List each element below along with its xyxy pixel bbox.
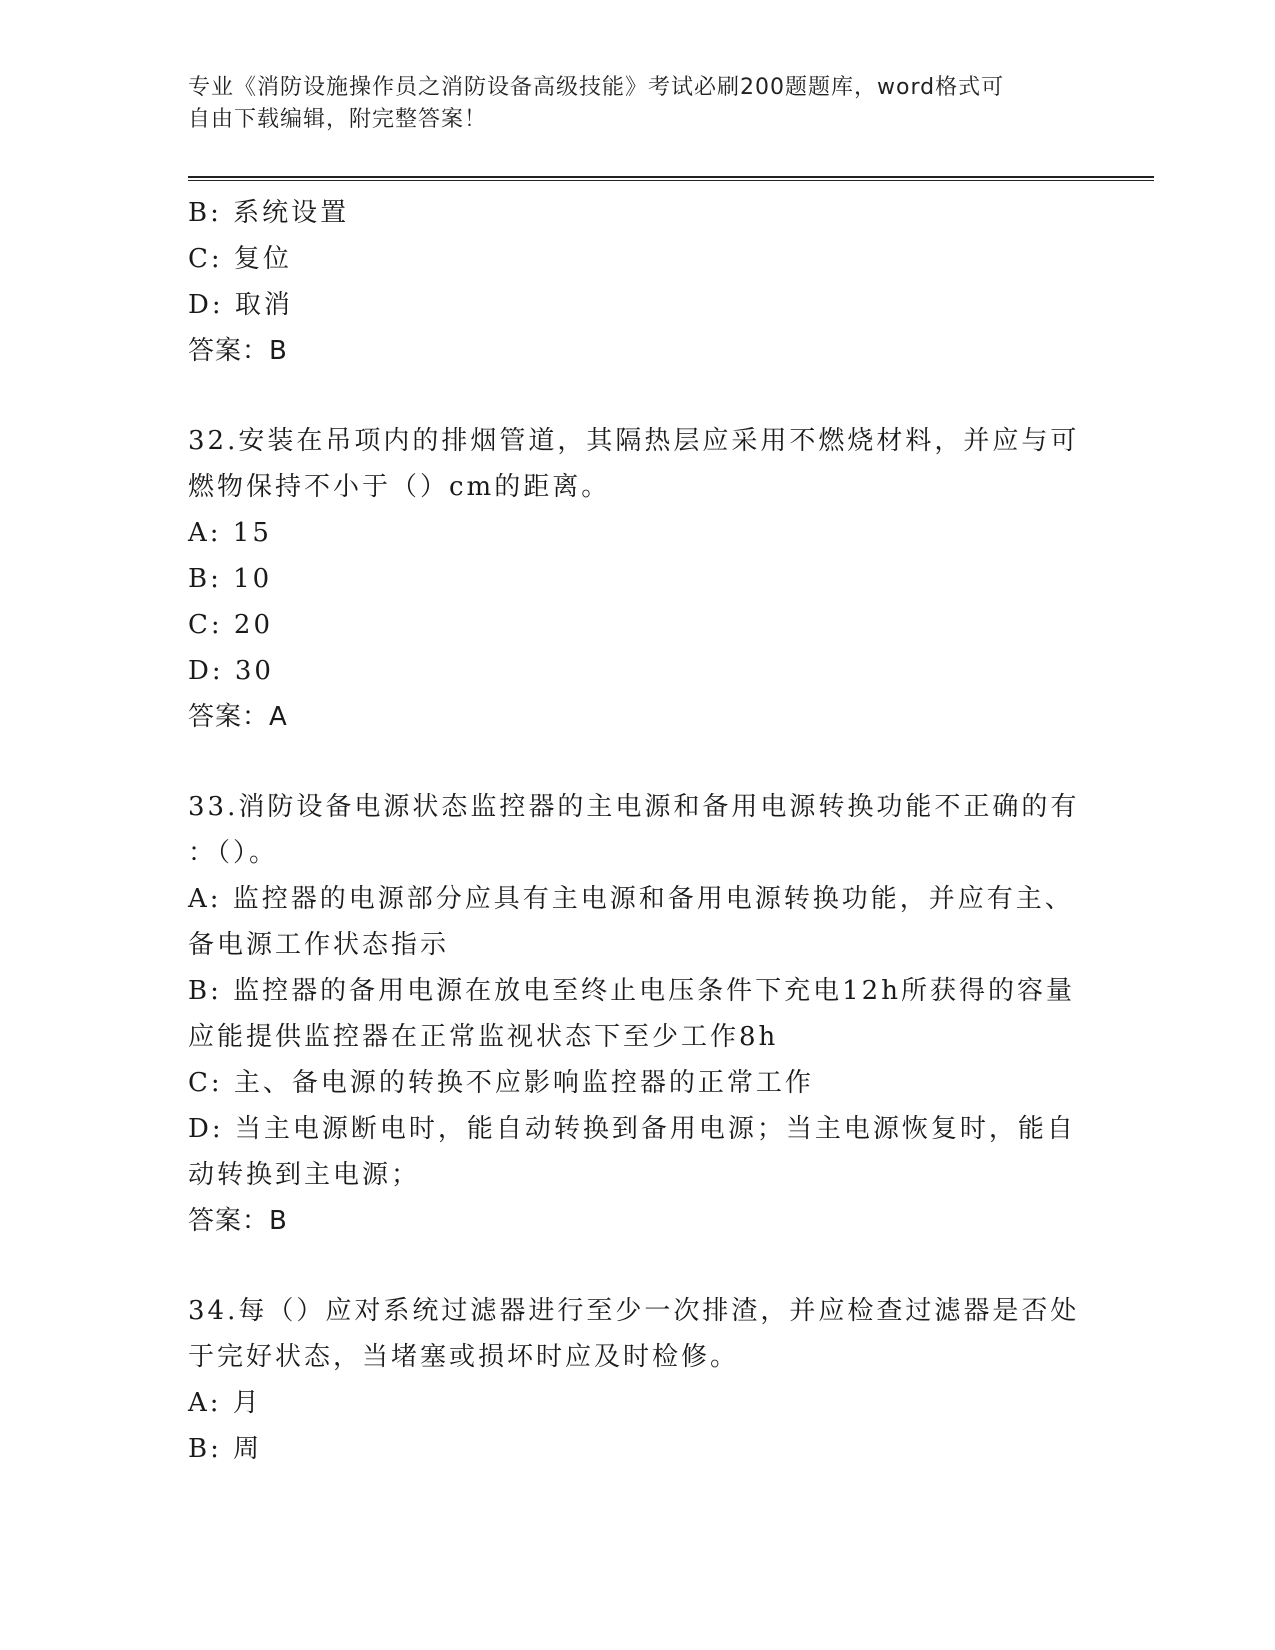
answer-line: 答案：B <box>188 336 288 366</box>
option-line: 备电源工作状态指示 <box>188 930 450 960</box>
header-divider <box>188 176 1154 181</box>
option-line: C: 主、备电源的转换不应影响监控器的正常工作 <box>188 1068 814 1098</box>
answer-line: 答案：B <box>188 1206 288 1236</box>
option-line: B: 10 <box>188 564 273 594</box>
option-line: B: 监控器的备用电源在放电至终止电压条件下充电12h所获得的容量 <box>188 976 1075 1006</box>
option-line: C: 20 <box>188 610 274 640</box>
question-block <box>188 418 1088 740</box>
header-line-2: 自由下载编辑，附完整答案！ <box>188 107 488 132</box>
header-line-1: 专业《消防设施操作员之消防设备高级技能》考试必刷200题题库，word格式可 <box>188 75 1005 100</box>
question-block <box>188 784 1088 1244</box>
question-text: 燃物保持不小于（）cm的距离。 <box>188 472 611 502</box>
question-block <box>188 1288 1088 1472</box>
option-line: B: 系统设置 <box>188 198 350 228</box>
question-block <box>188 190 1088 374</box>
document-header <box>188 72 1088 136</box>
block-gap <box>188 1244 1088 1288</box>
question-text: 32.安装在吊项内的排烟管道，其隔热层应采用不燃烧材料，并应与可 <box>188 426 1080 456</box>
question-text: 33.消防设备电源状态监控器的主电源和备用电源转换功能不正确的有 <box>188 792 1080 822</box>
block-gap <box>188 374 1088 418</box>
question-text: ：（）。 <box>188 838 279 868</box>
option-line: D: 30 <box>188 656 274 686</box>
question-text: 34.每（）应对系统过滤器进行至少一次排渣，并应检查过滤器是否处 <box>188 1296 1080 1326</box>
option-line: D: 当主电源断电时，能自动转换到备用电源；当主电源恢复时，能自 <box>188 1114 1076 1144</box>
option-line: A: 监控器的电源部分应具有主电源和备用电源转换功能，并应有主、 <box>188 884 1074 914</box>
question-list <box>188 190 1088 1472</box>
option-line: A: 月 <box>188 1388 262 1418</box>
question-text: 于完好状态，当堵塞或损坏时应及时检修。 <box>188 1342 740 1372</box>
option-line: C: 复位 <box>188 244 292 274</box>
option-line: D: 取消 <box>188 290 293 320</box>
answer-line: 答案：A <box>188 702 288 732</box>
option-line: 应能提供监控器在正常监视状态下至少工作8h <box>188 1022 779 1052</box>
option-line: B: 周 <box>188 1434 263 1464</box>
option-line: 动转换到主电源； <box>188 1160 421 1190</box>
option-line: A: 15 <box>188 518 272 548</box>
block-gap <box>188 740 1088 784</box>
